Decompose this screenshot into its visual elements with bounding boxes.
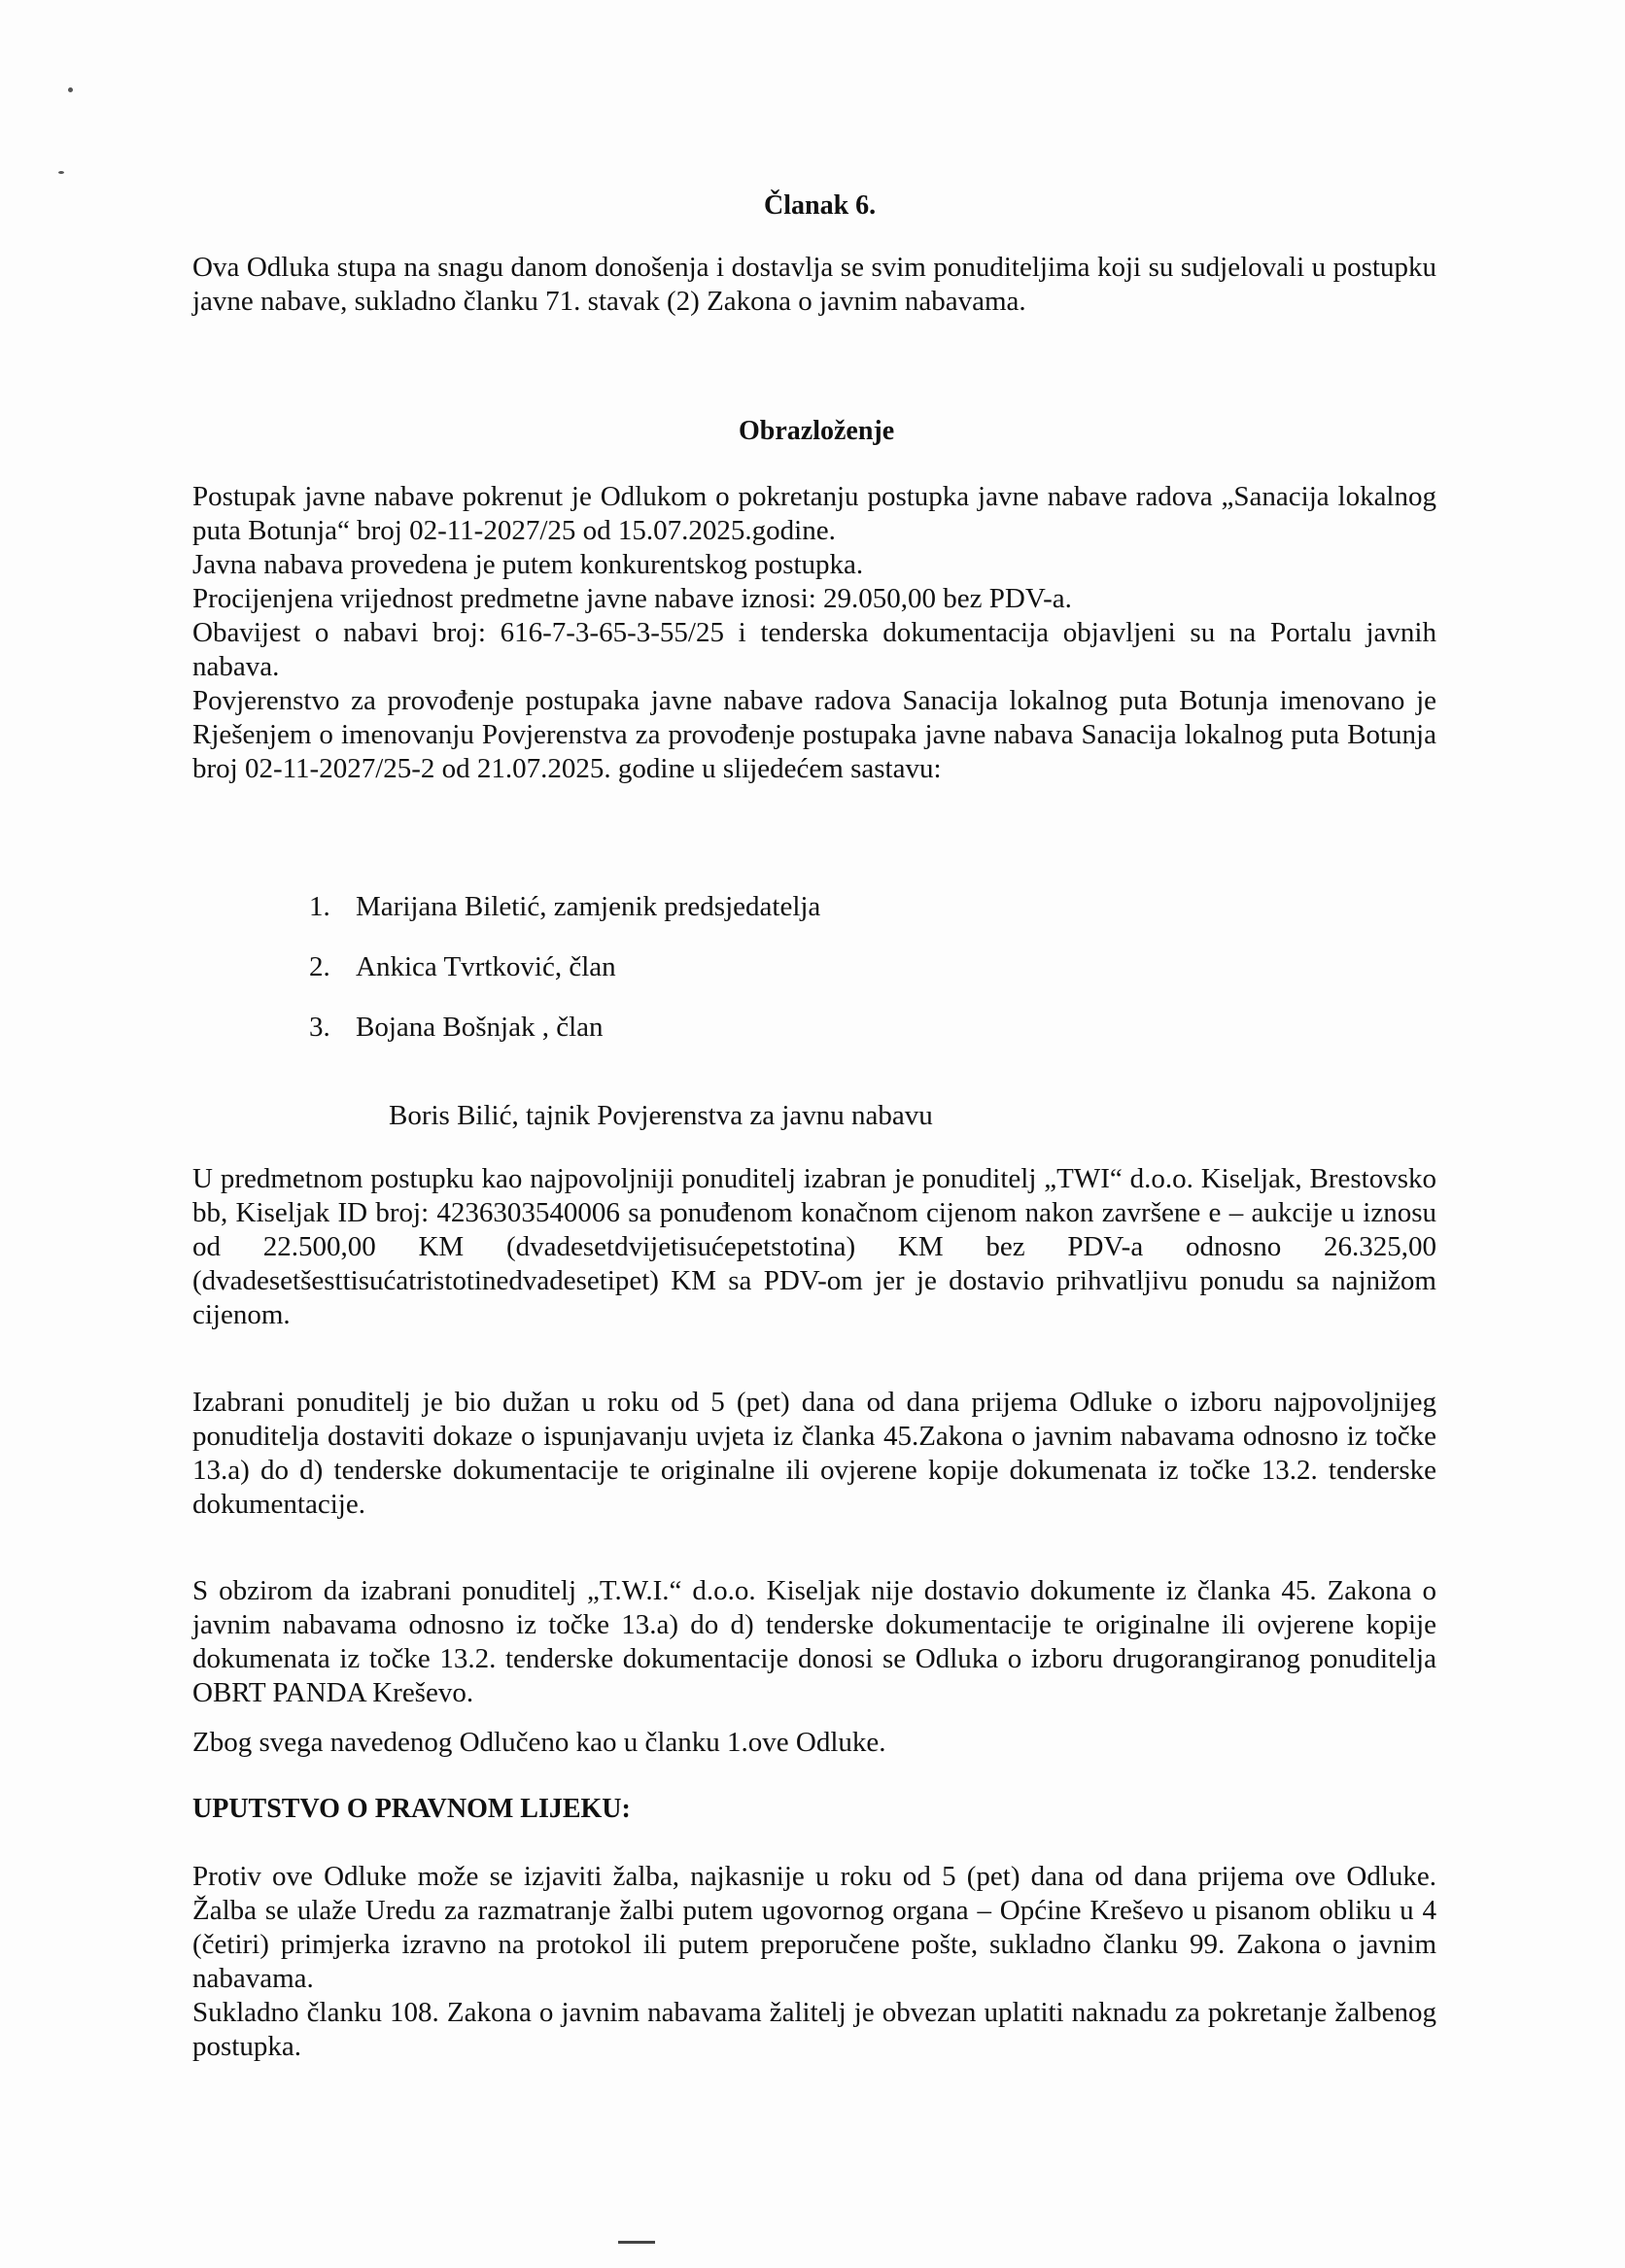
conclusion-paragraph: Zbog svega navedenog Odlučeno kao u članku 1.ove Odluke. <box>192 1727 886 1758</box>
justification-line: Povjerenstvo za provođenje postupaka javne nabave radova Sanacija lokalnog puta Botunja imenovano je Rješenjem o imenovanju Povjerenstva za provođenje postupaka javne nabava Sanacija lokalnog puta Botunja broj 02-11-2027/25-2 od 21.07.2025. godine u slijedećem sastavu: <box>192 685 1436 784</box>
justification-line: Obavijest o nabavi broj: 616-7-3-65-3-55/25 i tenderska dokumentacija objavljeni su na Portalu javnih nabava. <box>192 617 1436 682</box>
justification-heading: Obrazloženje <box>739 416 895 446</box>
justification-block <box>192 480 1436 786</box>
bidder-obligation-paragraph: Izabrani ponuditelj je bio dužan u roku od 5 (pet) dana od dana prijema Odluke o izboru najpovoljnijeg ponuditelja dostaviti dokaze o ispunjavanju uvjeta iz članka 45.Zakona o javnim nabavama odnosno iz točke 13.a) do d) tenderske dokumentacije te originalne ili ovjerene kopije dokumenata iz točke 13.2. tenderske dokumentacije. <box>192 1387 1436 1520</box>
decision-paragraph: S obzirom da izabrani ponuditelj „T.W.I.“ d.o.o. Kiseljak nije dostavio dokumente iz članka 45. Zakona o javnim nabavama odnosno iz točke 13.a) do d) tenderske dokumentacije te originalne ili ovjerene kopije dokumenata iz točke 13.2. tenderske dokumentacije donosi se Odluka o izboru drugorangiranog ponuditelja OBRT PANDA Kreševo. <box>192 1575 1436 1708</box>
legal-remedy-heading: UPUTSTVO O PRAVNOM LIJEKU: <box>192 1794 631 1824</box>
scan-speck <box>58 171 64 174</box>
committee-member: 1. Marijana Biletić, zamjenik predsjedatelja <box>309 891 821 922</box>
appeal-fee-paragraph: Sukladno članku 108. Zakona o javnim nabavama žalitelj je obvezan uplatiti naknadu za pokretanje žalbenog postupka. <box>192 1997 1436 2062</box>
legal-remedy-paragraph: Protiv ove Odluke može se izjaviti žalba, najkasnije u roku od 5 (pet) dana od dana prijema ove Odluke. Žalba se ulaže Uredu za razmatranje žalbi putem ugovornog organa – Općine Kreševo u pisanom obliku u 4 (četiri) primjerka izravno na protokol ili putem preporučene pošte, sukladno članku 99. Zakona o javnim nabavama. <box>192 1861 1436 1994</box>
scan-speck <box>68 87 73 92</box>
page-bottom-mark <box>618 2241 655 2244</box>
article-heading: Članak 6. <box>764 190 877 221</box>
committee-member-list <box>309 890 1184 1071</box>
article-text: Ova Odluka stupa na snagu danom donošenja i dostavlja se svim ponuditeljima koji su sudjelovali u postupku javne nabave, sukladno članku 71. stavak (2) Zakona o javnim nabavama. <box>192 252 1436 317</box>
selected-bidder-paragraph: U predmetnom postupku kao najpovoljniji ponuditelj izabran je ponuditelj „TWI“ d.o.o. Kiseljak, Brestovsko bb, Kiseljak ID broj: 4236303540006 sa ponuđenom konačnom cijenom nakon završene e – aukcije u iznosu od 22.500,00 KM (dvadesetdvijetisućepetstotina) KM bez PDV-a odnosno 26.325,00 (dvadesetšesttisućatristotinedvadesetipet) KM sa PDV-om jer je dostavio prihvatljivu ponudu sa najnižom cijenom. <box>192 1163 1436 1330</box>
justification-line: Procijenjena vrijednost predmetne javne nabave iznosi: 29.050,00 bez PDV-a. <box>192 583 1072 614</box>
committee-secretary: Boris Bilić, tajnik Povjerenstva za javnu nabavu <box>389 1100 933 1131</box>
justification-line: Postupak javne nabave pokrenut je Odlukom o pokretanju postupka javne nabave radova „Sanacija lokalnog puta Botunja“ broj 02-11-2027/25 od 15.07.2025.godine. <box>192 481 1436 546</box>
committee-member: 3. Bojana Bošnjak , član <box>309 1012 604 1043</box>
committee-member: 2. Ankica Tvrtković, član <box>309 951 616 982</box>
justification-line: Javna nabava provedena je putem konkurentskog postupka. <box>192 549 864 580</box>
